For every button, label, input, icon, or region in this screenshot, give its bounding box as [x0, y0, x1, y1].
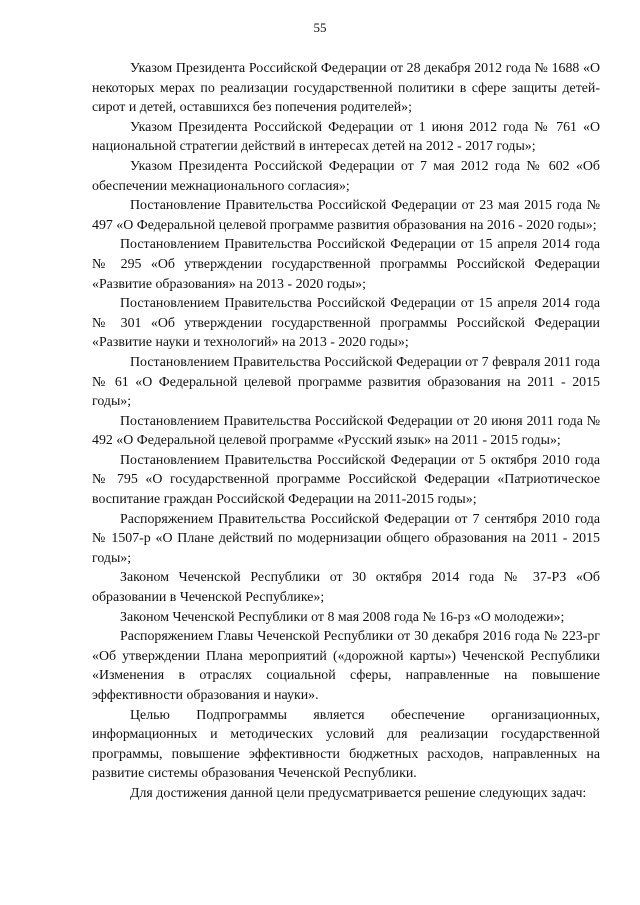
- page-number: 55: [313, 20, 327, 35]
- paragraph-tasks-intro: Для достижения данной цели предусматривается решение следующих задач:: [130, 785, 587, 801]
- paragraph-law-16: Законом Чеченской Республики от 8 мая 2008 года № 16-рз «О молодежи»;: [120, 609, 565, 625]
- paragraph-order-1507: Распоряжением Правительства Российской Федерации от 7 сентября 2010 года № 1507-р «О Плане действий по модернизации общего образования на 2011 - 2015 годы»;: [92, 511, 600, 566]
- paragraph-subprogram-goal: Целью Подпрограммы является обеспечение организационных, информационных и методических условий для реализации государственной программы, повышение эффективности бюджетных расходов, направленных на развитие системы образования Чеченской Республики.: [92, 707, 600, 782]
- paragraph-resolution-492: Постановлением Правительства Российской Федерации от 20 июня 2011 года № 492 «О Федеральной целевой программе «Русский язык» на 2011 - 2015 годы»;: [92, 413, 600, 449]
- paragraph-decree-602: Указом Президента Российской Федерации от 7 мая 2012 года № 602 «Об обеспечении межнационального согласия»;: [92, 158, 600, 194]
- paragraph-law-37: Законом Чеченской Республики от 30 октября 2014 года № 37-РЗ «Об образовании в Чеченской Республике»;: [92, 570, 600, 606]
- paragraph-resolution-301: Постановлением Правительства Российской Федерации от 15 апреля 2014 года № 301 «Об утверждении государственной программы Российской Федерации «Развитие науки и технологий» на 2013 - 2020 годы»;: [92, 296, 600, 351]
- paragraph-resolution-295: Постановлением Правительства Российской Федерации от 15 апреля 2014 года № 295 «Об утверждении государственной программы Российской Федерации «Развитие образования» на 2013 - 2020 годы»;: [92, 237, 600, 292]
- paragraph-order-223: Распоряжением Главы Чеченской Республики от 30 декабря 2016 года № 223-рг «Об утверждении Плана мероприятий («дорожной карты») Чеченской Республики «Изменения в отраслях социальной сферы, направленные на повышение эффективности образования и науки».: [92, 629, 600, 703]
- paragraph-resolution-497: Постановление Правительства Российской Федерации от 23 мая 2015 года № 497 «О Федеральной целевой программе развития образования на 2016 - 2020 годы»;: [92, 198, 600, 233]
- paragraph-resolution-795: Постановлением Правительства Российской Федерации от 5 октября 2010 года № 795 «О государственной программе Российской Федерации «Патриотическое воспитание граждан Российской Федерации на 2011-2015 годы»;: [92, 452, 600, 508]
- paragraph-decree-761: Указом Президента Российской Федерации от 1 июня 2012 года № 761 «О национальной стратегии действий в интересах детей на 2012 - 2017 годы»;: [92, 119, 600, 155]
- paragraph-resolution-61: Постановлением Правительства Российской Федерации от 7 февраля 2011 года № 61 «О Федеральной целевой программе развития образования на 2011 - 2015 годы»;: [92, 354, 600, 410]
- document-body: [92, 59, 600, 804]
- paragraph-decree-1688: Указом Президента Российской Федерации от 28 декабря 2012 года № 1688 «О некоторых мерах по реализации государственной политики в сфере защиты детей-сирот и детей, оставшихся без попечения родителей»;: [92, 61, 600, 116]
